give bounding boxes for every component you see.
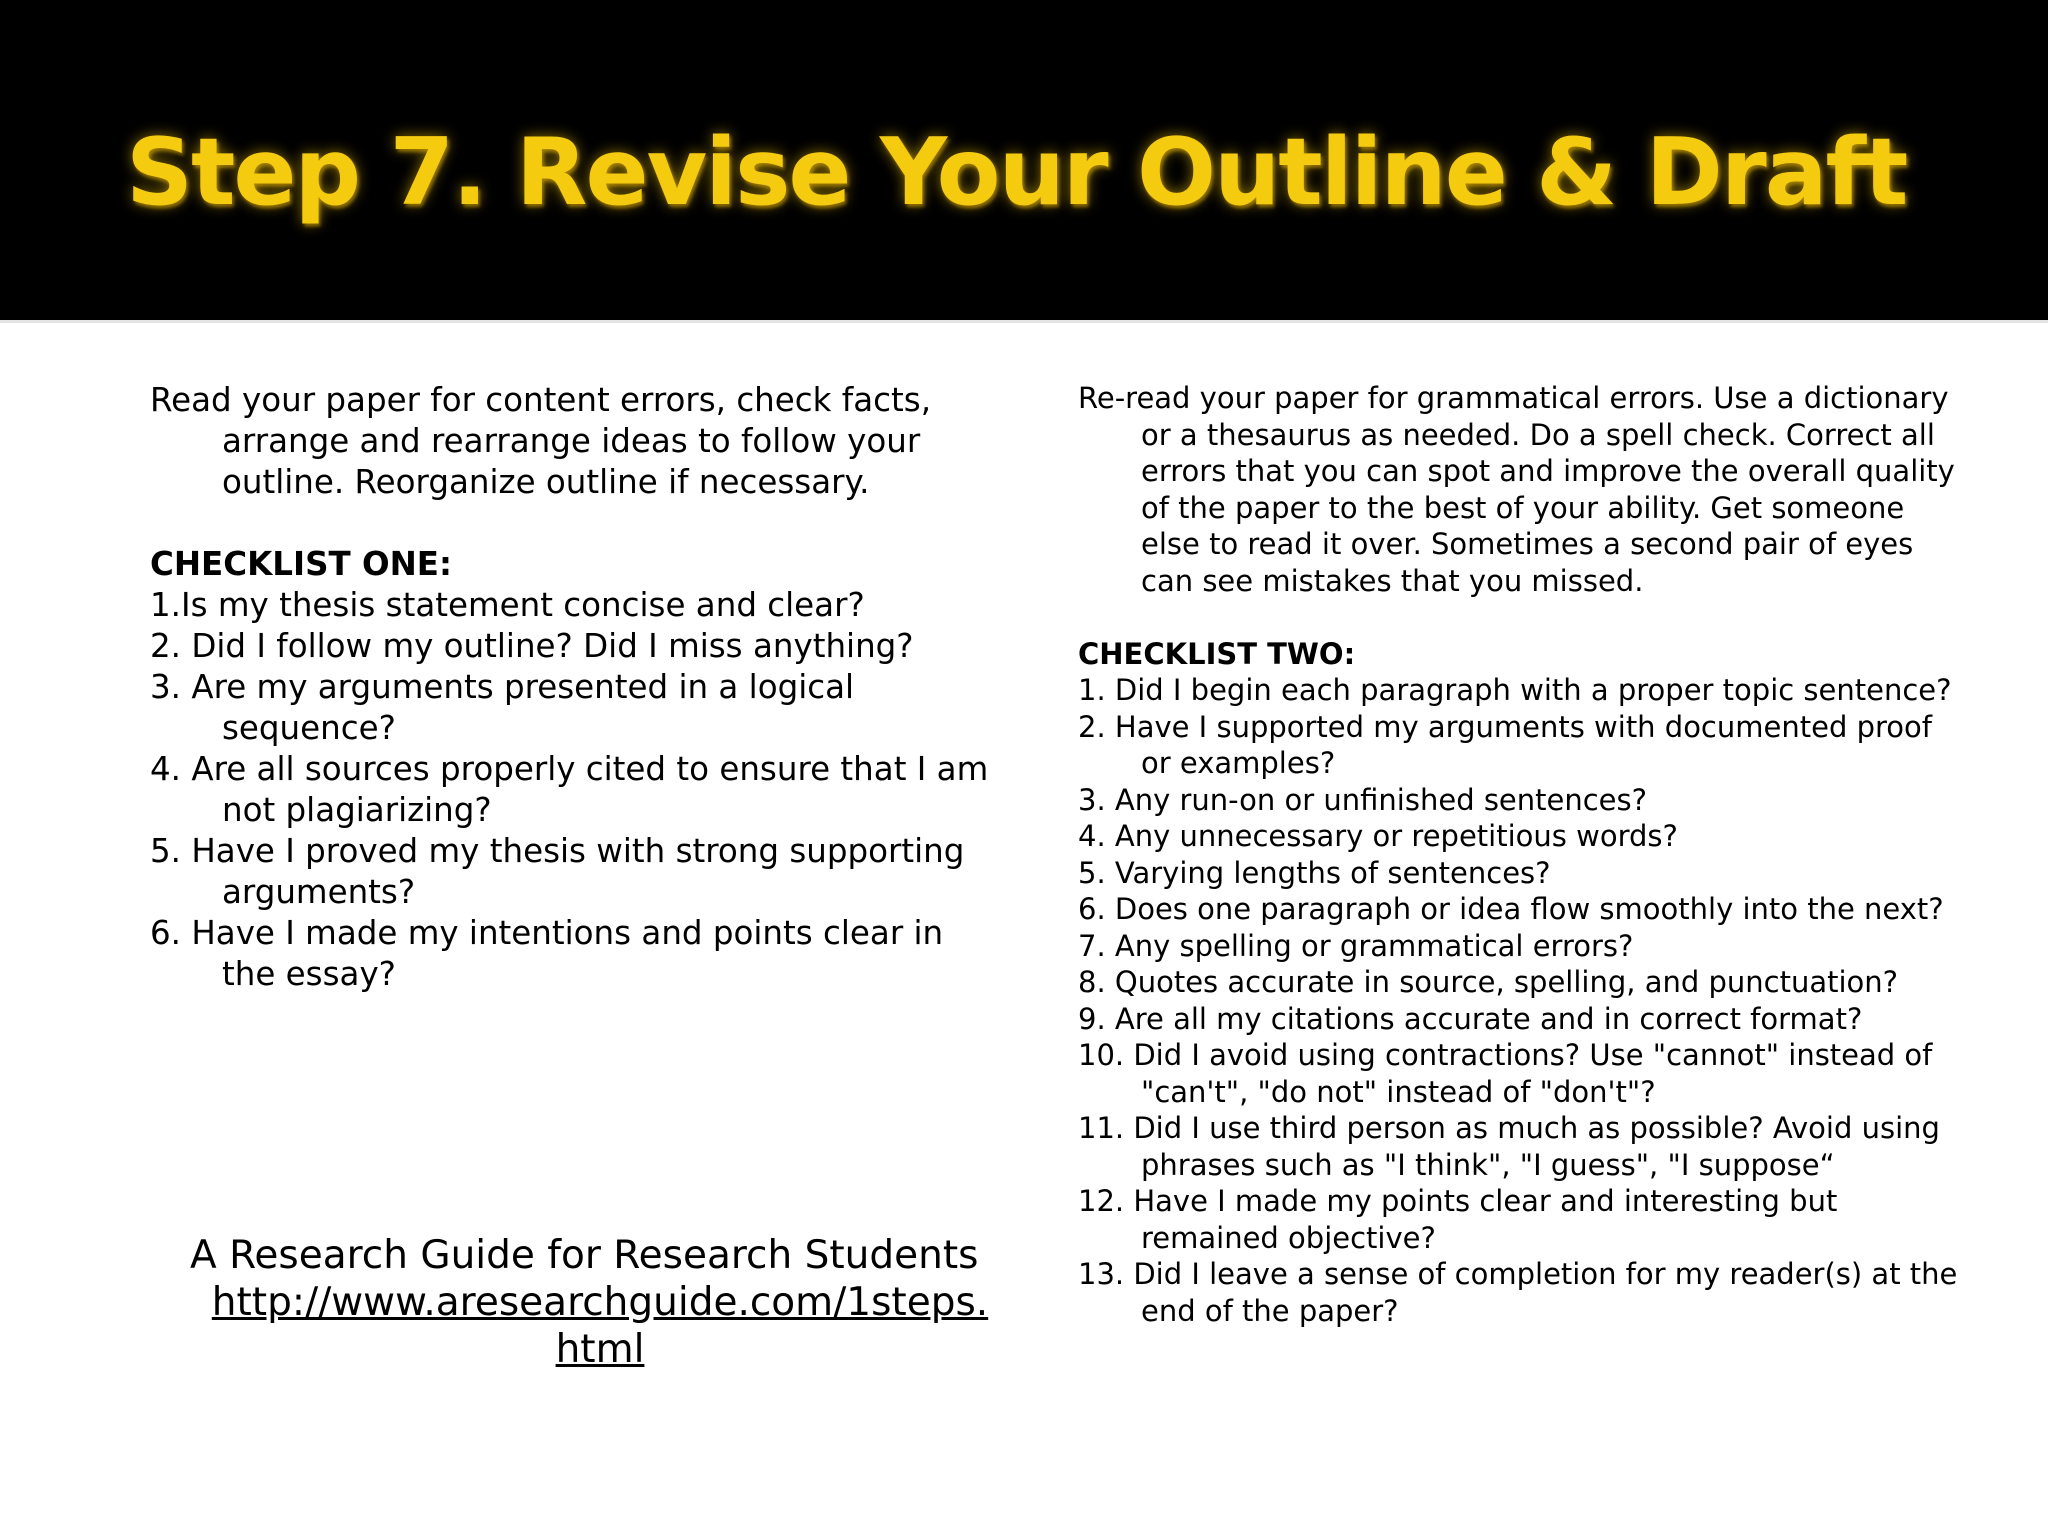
checklist-one-item: 1.Is my thesis statement concise and clear?: [150, 586, 865, 624]
checklist-one-item: 2. Did I follow my outline? Did I miss anything?: [150, 627, 914, 665]
checklist-two-item: 11. Did I use third person as much as possible? Avoid using phrases such as "I think", "I guess", "I suppose“: [1078, 1111, 1940, 1182]
source-url-line-1: http://www.aresearchguide.com/1steps.: [211, 1280, 989, 1325]
checklist-two-item: 7. Any spelling or grammatical errors?: [1078, 928, 1634, 963]
checklist-two-item: 10. Did I avoid using contractions? Use "cannot" instead of "can't", "do not" instead of "don't"?: [1078, 1038, 1933, 1109]
checklist-two-item: 1. Did I begin each paragraph with a proper topic sentence?: [1078, 673, 1952, 707]
checklist-two-item: 8. Quotes accurate in source, spelling, and punctuation?: [1078, 965, 1899, 999]
source-title: A Research Guide for Research Students: [190, 1233, 979, 1278]
checklist-two-item: 4. Any unnecessary or repetitious words?: [1078, 819, 1678, 853]
checklist-one-item: 4. Are all sources properly cited to ensure that I am not plagiarizing?: [150, 750, 989, 829]
checklist-two-item: 12. Have I made my points clear and interesting but remained objective?: [1078, 1184, 1838, 1255]
spacer: [1078, 599, 1958, 636]
checklist-one-item: 3. Are my arguments presented in a logical sequence?: [150, 668, 855, 747]
checklist-one: [150, 585, 1000, 995]
checklist-two-item: 9. Are all my citations accurate and in correct format?: [1078, 1001, 1863, 1036]
checklist-two-heading: CHECKLIST TWO:: [1078, 636, 1356, 671]
checklist-two-item: 2. Have I supported my arguments with documented proof or examples?: [1078, 709, 1932, 780]
source-url-line-2: html: [555, 1327, 645, 1372]
checklist-two: [1078, 672, 1958, 1329]
spacer: [150, 503, 1000, 544]
left-column: [150, 380, 1000, 995]
title-band: [0, 0, 2048, 320]
source-citation: [190, 1232, 1010, 1373]
source-link[interactable]: [190, 1279, 1010, 1373]
checklist-two-item: 5. Varying lengths of sentences?: [1078, 855, 1551, 890]
checklist-one-item: 5. Have I proved my thesis with strong supporting arguments?: [150, 832, 965, 911]
right-column: [1078, 380, 1958, 1329]
checklist-two-item: 6. Does one paragraph or idea flow smoothly into the next?: [1078, 892, 1944, 926]
right-intro: Re-read your paper for grammatical errors. Use a dictionary or a thesaurus as needed. Do a spell check. Correct all errors that you can spot and improve the overall quality of the paper to the best of your ability. Get someone else to read it over. Sometimes a second pair of eyes can see mistakes that you missed.: [1078, 381, 1955, 598]
slide-title: Step 7. Revise Your Outline & Draft: [126, 118, 1907, 226]
checklist-two-item: 3. Any run-on or unfinished sentences?: [1078, 782, 1648, 817]
left-intro: Read your paper for content errors, check facts, arrange and rearrange ideas to follow your outline. Reorganize outline if necessary.: [150, 381, 932, 501]
title-divider: [0, 320, 2048, 323]
checklist-one-heading: CHECKLIST ONE:: [150, 545, 453, 583]
checklist-two-item: 13. Did I leave a sense of completion for my reader(s) at the end of the paper?: [1078, 1257, 1958, 1328]
checklist-one-item: 6. Have I made my intentions and points clear in the essay?: [150, 914, 944, 993]
